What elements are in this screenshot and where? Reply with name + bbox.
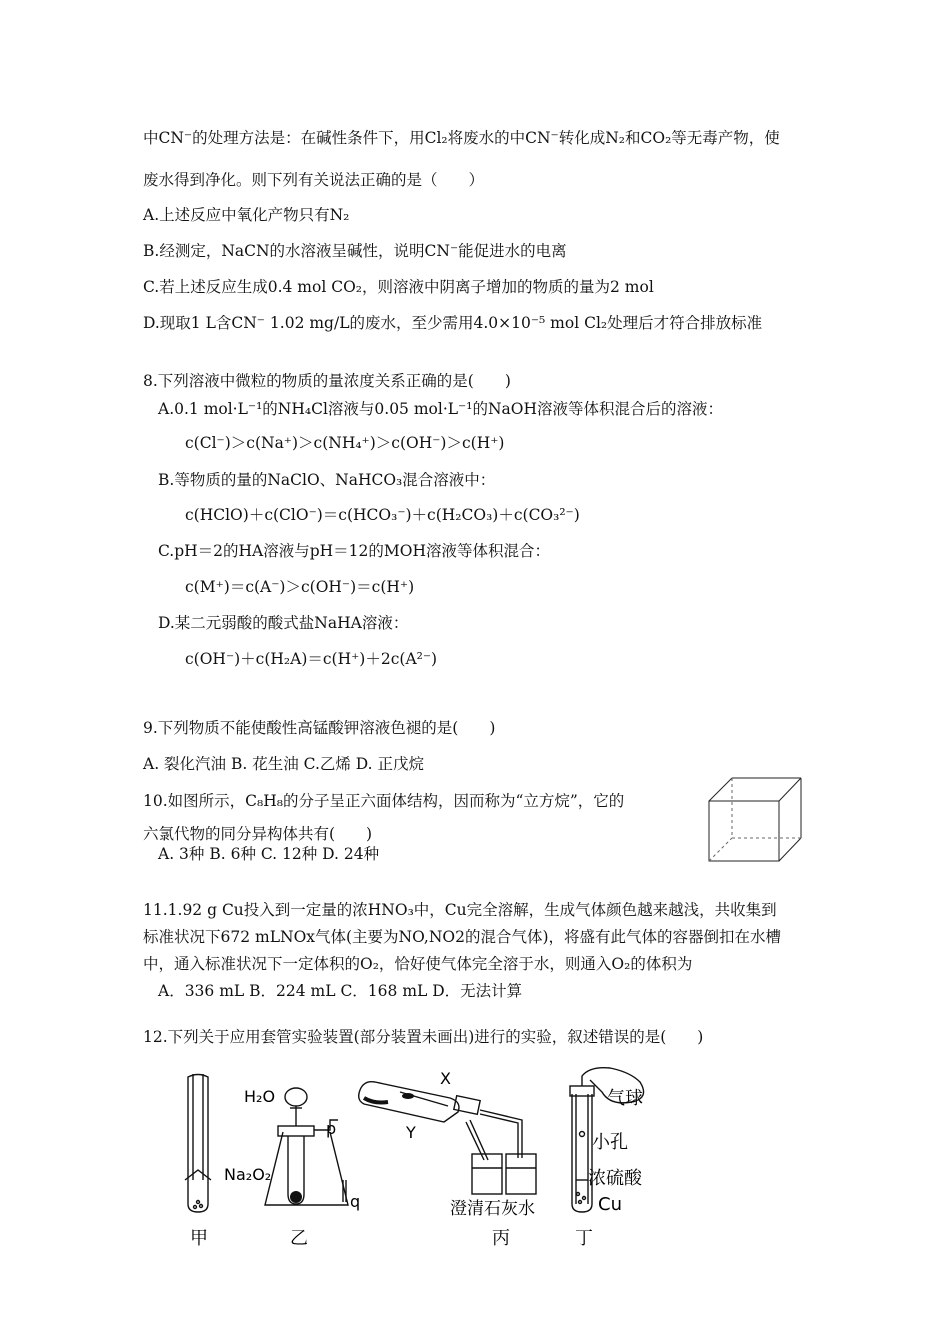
label-p: p <box>326 1119 337 1138</box>
q10-options: A. 3种 B. 6种 C. 12种 D. 24种 <box>158 845 380 863</box>
label-ding: 丁 <box>575 1228 593 1249</box>
q7-line-2: 废水得到净化。则下列有关说法正确的是（ ） <box>143 171 485 189</box>
q8-option-b: B.等物质的量的NaClO、NaHCO₃混合溶液中： <box>158 471 496 489</box>
q8-option-a-equation: c(Cl⁻)＞c(Na⁺)＞c(NH₄⁺)＞c(OH⁻)＞c(H⁺) <box>185 434 505 452</box>
q11-line-1: 11.1.92 g Cu投入到一定量的浓HNO₃中，Cu完全溶解，生成气体颜色越来越浅，共收集到 <box>143 901 777 919</box>
tube-apparatus-figure <box>150 1062 690 1252</box>
reagent-y <box>364 1098 388 1103</box>
apparatus-jia <box>185 1074 211 1212</box>
q8-stem: 8.下列溶液中微粒的物质的量浓度关系正确的是( ) <box>143 372 511 390</box>
q8-option-b-equation: c(HClO)＋c(ClO⁻)＝c(HCO₃⁻)＋c(H₂CO₃)＋c(CO₃²⁻) <box>185 506 580 524</box>
cubane-cube-diagram <box>704 774 804 866</box>
q7-option-b: B.经测定，NaCN的水溶液呈碱性，说明CN⁻能促进水的电离 <box>143 242 567 260</box>
q7-option-a: A.上述反应中氧化产物只有N₂ <box>143 206 350 224</box>
apparatus-bing <box>359 1082 536 1194</box>
q8-option-d: D.某二元弱酸的酸式盐NaHA溶液： <box>158 614 409 632</box>
label-cu: Cu <box>598 1194 622 1215</box>
q8-option-d-equation: c(OH⁻)＋c(H₂A)＝c(H⁺)＋2c(A²⁻) <box>185 650 438 668</box>
q7-option-d: D.现取1 L含CN⁻ 1.02 mg/L的废水，至少需用4.0×10⁻⁵ mol Cl₂处理后才符合排放标准 <box>143 314 763 332</box>
label-hole: 小孔 <box>592 1132 628 1153</box>
q7-line-1: 中CN⁻的处理方法是：在碱性条件下，用Cl₂将废水的中CN⁻转化成N₂和CO₂等无毒产物，使 <box>143 129 780 147</box>
q10-line-2: 六氯代物的同分异构体共有( ) <box>143 825 373 843</box>
label-acid: 浓硫酸 <box>588 1168 642 1189</box>
label-limewater: 澄清石灰水 <box>450 1199 535 1219</box>
q8-option-a: A.0.1 mol·L⁻¹的NH₄Cl溶液与0.05 mol·L⁻¹的NaOH溶液等体积混合后的溶液： <box>158 400 723 418</box>
q11-options: A．336 mL B．224 mL C．168 mL D．无法计算 <box>158 982 523 1000</box>
q11-line-3: 中，通入标准状况下一定体积的O₂，恰好使气体完全溶于水，则通入O₂的体积为 <box>143 955 693 973</box>
label-y: Y <box>406 1123 416 1142</box>
label-q: q <box>350 1192 361 1211</box>
label-na2o2: Na₂O₂ <box>224 1165 272 1184</box>
q8-option-c-equation: c(M⁺)＝c(A⁻)＞c(OH⁻)＝c(H⁺) <box>185 578 415 596</box>
q8-option-c: C.pH＝2的HA溶液与pH＝12的MOH溶液等体积混合： <box>158 542 551 560</box>
label-yi: 乙 <box>290 1228 308 1249</box>
label-h2o: H₂O <box>244 1087 276 1106</box>
label-balloon: 气球 <box>607 1088 643 1109</box>
reagent-x <box>402 1093 414 1099</box>
na2o2-solid <box>290 1191 302 1203</box>
apparatus-yi <box>265 1088 348 1205</box>
q9-stem: 9.下列物质不能使酸性高锰酸钾溶液色褪的是( ) <box>143 719 496 737</box>
label-bing: 丙 <box>492 1228 510 1249</box>
q11-line-2: 标准状况下672 mLNOx气体(主要为NO,NO2的混合气体)，将盛有此气体的容器倒扣在水槽 <box>143 928 782 946</box>
q12-stem: 12.下列关于应用套管实验装置(部分装置未画出)进行的实验，叙述错误的是( ) <box>143 1028 704 1046</box>
q9-options: A. 裂化汽油 B. 花生油 C.乙烯 D. 正戊烷 <box>143 755 425 773</box>
label-jia: 甲 <box>190 1228 208 1249</box>
label-x: X <box>440 1069 451 1088</box>
q7-option-c: C.若上述反应生成0.4 mol CO₂，则溶液中阴离子增加的物质的量为2 mol <box>143 278 654 296</box>
q10-line-1: 10.如图所示，C₈H₈的分子呈正六面体结构，因而称为“立方烷”，它的 <box>143 792 625 810</box>
